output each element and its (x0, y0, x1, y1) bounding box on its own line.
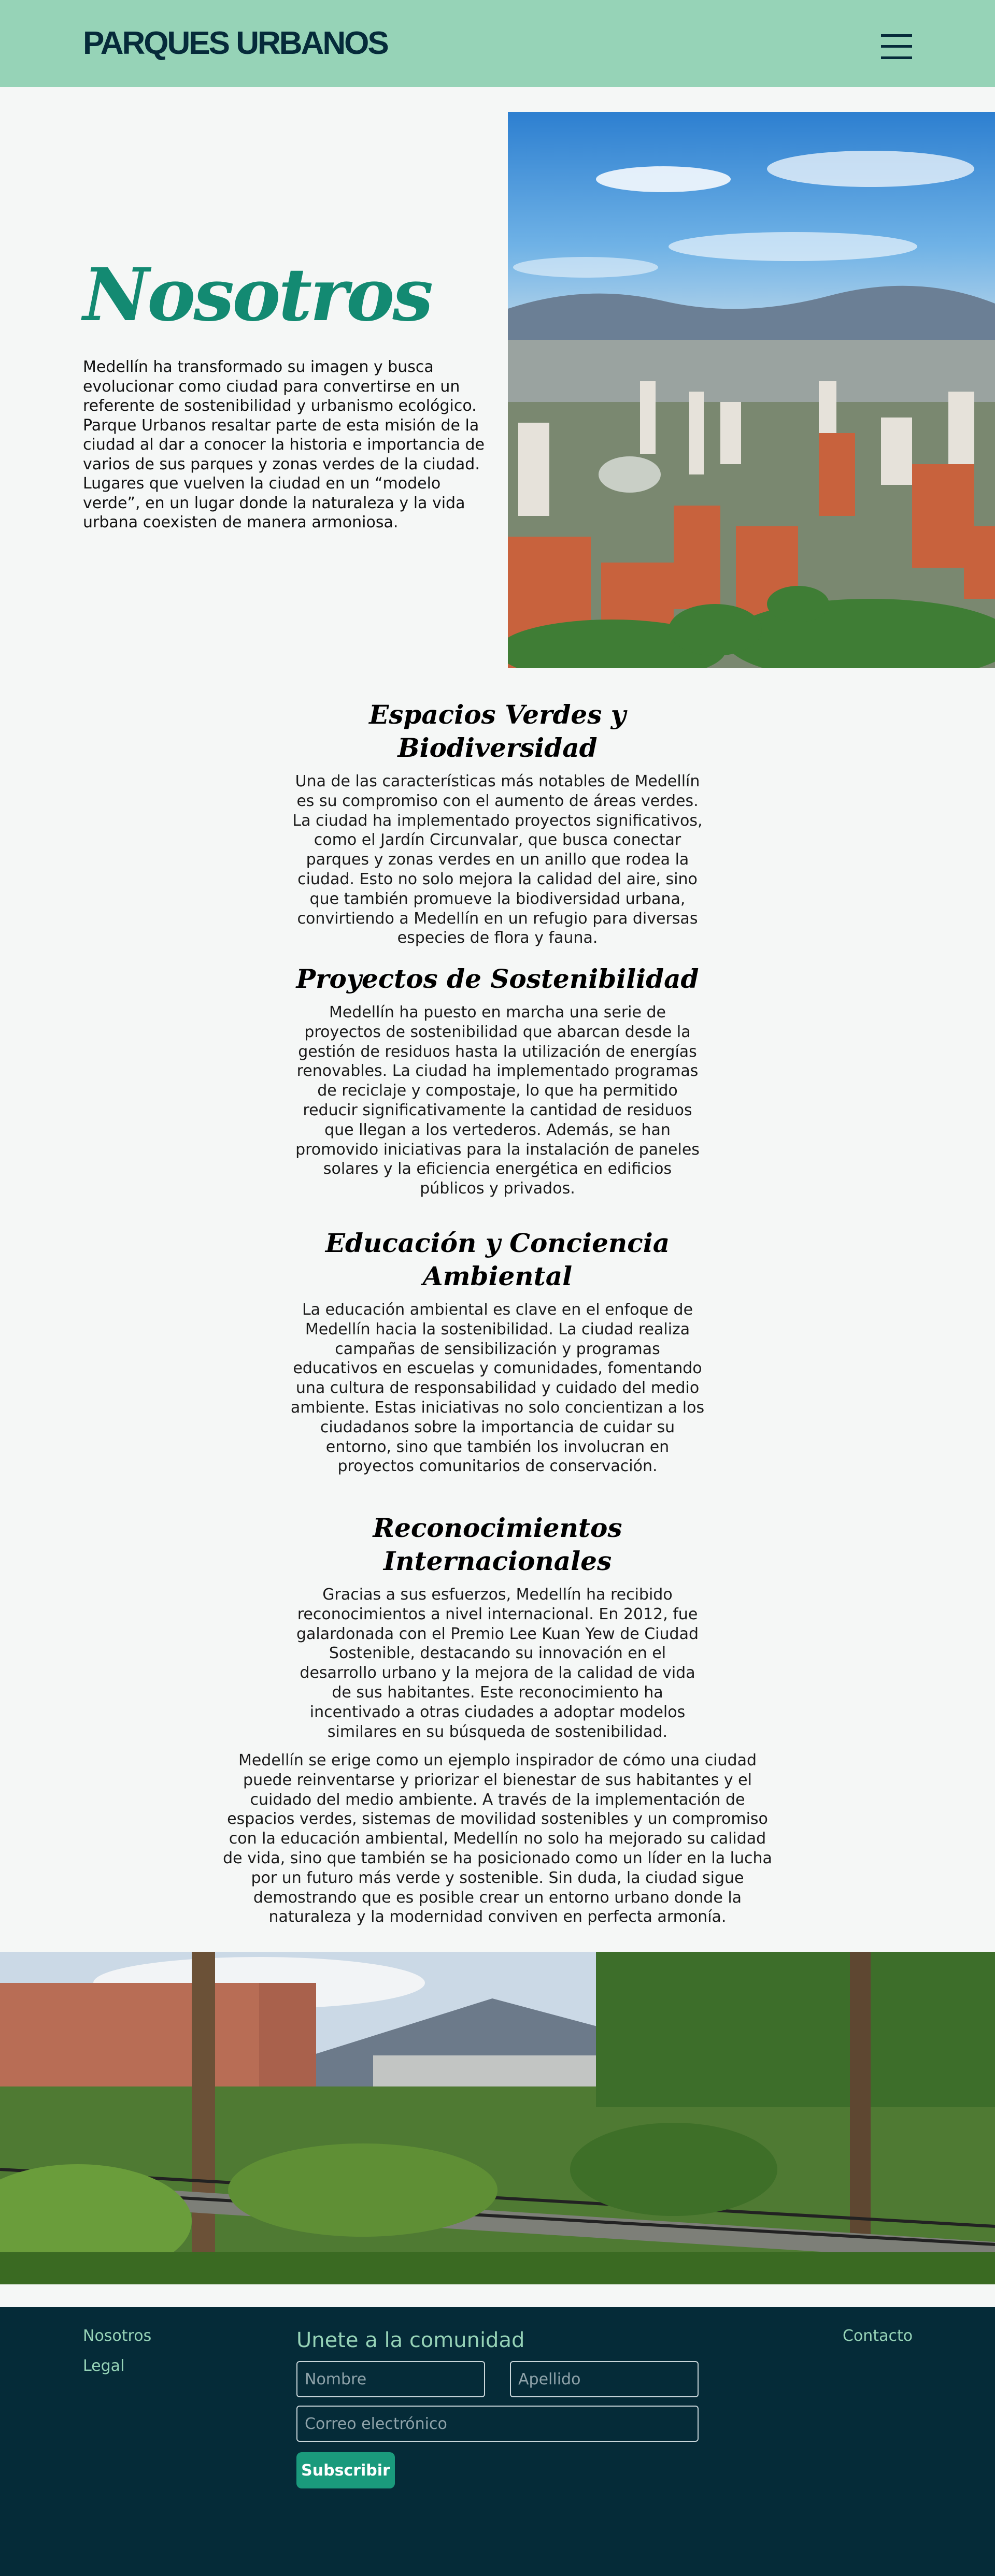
subscribe-button[interactable]: Subscribir (296, 2452, 395, 2488)
section-body: La educación ambiental es clave en el enfoque de Medellín hacia la sostenibilidad. La ciudad realiza campañas de sensibilización y programas educativos en escuelas y comunidades, fomentando una cultura de responsabilidad y cuidado del medio ambiente. Estas iniciativas no solo concientizan a los ciudadanos sobre la importancia de cuidar su entorno, sino que también los involucran en proyectos comunitarios de conservación. (290, 1301, 705, 1476)
site-header (0, 0, 995, 87)
hamburger-menu-icon[interactable] (881, 34, 912, 59)
section-reconocimientos (290, 1512, 705, 1742)
footer-link-contacto[interactable]: Contacto (843, 2327, 913, 2345)
footer-link-nosotros[interactable]: Nosotros (83, 2327, 152, 2345)
section-body: Una de las características más notables de Medellín es su compromiso con el aumento de áreas verdes. La ciudad ha implementado proyectos significativos, como el Jardín Circunvalar, que busca conectar parques y zonas verdes en un anillo que rodea la ciudad. Esto no solo mejora la calidad del aire, sino que también promueve la biodiversidad urbana, convirtiendo a Medellín en un refugio para diversas especies de flora y fauna. (292, 772, 703, 947)
site-logo[interactable]: PARQUES URBANOS (83, 25, 388, 61)
section-sostenibilidad (290, 962, 705, 1199)
closing-paragraph: Medellín se erige como un ejemplo inspirador de cómo una ciudad puede reinventarse y priorizar el bienestar de sus habitantes y el cuidado del medio ambiente. A través de la implementación de espacios verdes, sistemas de movilidad sostenibles y un compromiso con la educación ambiental, Medellín no solo ha mejorado su calidad de vida, sino que también se ha posicionado como un líder en la lucha por un futuro más verde y sostenible. Sin duda, la ciudad sigue demostrando que es posible crear un entorno urbano donde la naturaleza y la modernidad conviven en perfecta armonía. (223, 1751, 772, 1926)
section-body: Medellín ha puesto en marcha una serie de proyectos de sostenibilidad que abarcan desde la gestión de residuos hasta la utilización de energías renovables. La ciudad ha implementado programas de reciclaje y compostaje, lo que ha permitido reducir significativamente la cantidad de residuos que llegan a los vertederos. Además, se han promovido iniciativas para la instalación de paneles solares y la eficiencia energética en edificios públicos y privados. (295, 1003, 700, 1198)
section-title: Espacios Verdes y Biodiversidad (369, 699, 626, 763)
section-title: Educación y Conciencia Ambiental (325, 1228, 670, 1291)
medellin-city-image (508, 112, 995, 668)
section-body: Gracias a sus esfuerzos, Medellín ha recibido reconocimientos a nivel internacional. En 2012, fue galardonada con el Premio Lee Kuan Yew de Ciudad Sostenible, destacando su innovación en el desarrollo urbano y la mejora de la calidad de vida de sus habitantes. Este reconocimiento ha incentivado a otras ciudades a adoptar modelos similares en su búsqueda de sostenibilidad. (296, 1586, 699, 1741)
signup-title: Unete a la comunidad (296, 2328, 525, 2352)
section-title: Proyectos de Sostenibilidad (296, 963, 699, 994)
last-name-field[interactable] (510, 2361, 699, 2397)
site-footer (0, 2307, 995, 2576)
section-espacios-verdes (290, 698, 705, 948)
intro-paragraph: Medellín ha transformado su imagen y busca evolucionar como ciudad para convertirse en un referente de sostenibilidad y urbanismo ecológico. Parque Urbanos resaltar parte de esta misión de la ciudad al dar a conocer la historia e importancia de varios de sus parques y zonas verdes de la ciudad. Lugares que vuelven la ciudad en un “modelo verde”, en un lugar donde la naturaleza y la vida urbana coexisten de manera armoniosa. (83, 358, 485, 531)
page-title: Nosotros (83, 253, 432, 338)
footer-link-legal[interactable]: Legal (83, 2357, 125, 2375)
email-field[interactable] (296, 2406, 699, 2442)
section-title: Reconocimientos Internacionales (373, 1513, 622, 1576)
section-educacion (290, 1227, 705, 1476)
first-name-field[interactable] (296, 2361, 485, 2397)
park-walkway-image (0, 1952, 995, 2284)
